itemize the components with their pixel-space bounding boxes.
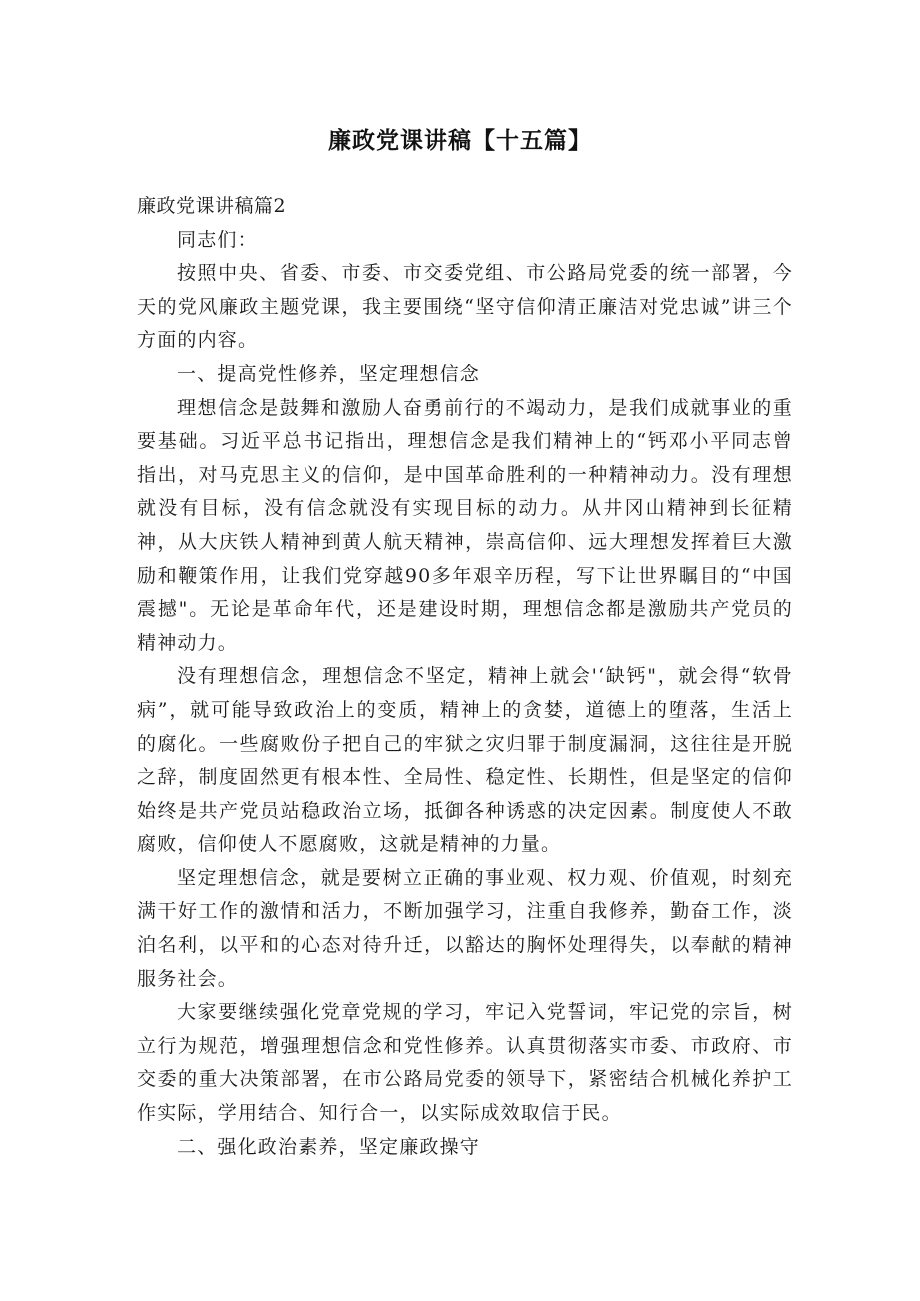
page-title: 廉政党课讲稿【十五篇】 [328, 128, 592, 154]
paragraph: 没有理想信念，理想信念不坚定，精神上就会'‘缺钙"，就会得“软骨病”，就可能导致政治上的变质，精神上的贪婪，道德上的堕落，生活上的腐化。一些腐败份子把自己的牢狱之灾归罪于制度漏洞，这往往是开脱之辞，制度固然更有根本性、全局性、稳定性、长期性，但是坚定的信仰始终是共产党员站稳政治立场，抵御各种诱惑的决定因素。制度使人不敢腐败，信仰使人不愿腐败，这就是精神的力量。 [137, 665, 793, 856]
paragraph: 理想信念是鼓舞和激励人奋勇前行的不竭动力，是我们成就事业的重要基础。习近平总书记指出，理想信念是我们精神上的“钙邓小平同志曾指出，对马克思主义的信仰，是中国革命胜利的一种精神动力。没有理想就没有目标，没有信念就没有实现目标的动力。从井冈山精神到长征精神，从大庆铁人精神到黄人航天精神，崇高信仰、远大理想发挥着巨大激励和鞭策作用，让我们党穿越90多年艰辛历程，写下让世界瞩目的“中国震撼"。无论是革命年代，还是建设时期，理想信念都是激励共产党员的精神动力。 [137, 396, 793, 654]
heading-part-two: 二、强化政治素养，坚定廉政操守 [177, 1135, 481, 1158]
paragraph: 大家要继续强化党章党规的学习，牢记入党誓词，牢记党的宗旨，树立行为规范，增强理想信念和党性修养。认真贯彻落实市委、市政府、市交委的重大决策部署，在市公路局党委的领导下，紧密结合机械化养护工作实际，学用结合、知行合一，以实际成效取信于民。 [137, 1001, 793, 1125]
paragraph-salutation: 同志们： [177, 228, 258, 251]
section-subtitle: 廉政党课讲稿篇2 [137, 195, 287, 217]
paragraph: 坚定理想信念，就是要树立正确的事业观、权力观、价值观，时刻充满干好工作的激情和活力，不断加强学习，注重自我修养，勤奋工作，淡泊名利，以平和的心态对待升迁，以豁达的胸怀处理得失，以奉献的精神服务社会。 [137, 866, 793, 990]
paragraph-intro: 按照中央、省委、市委、市交委党组、市公路局党委的统一部署，今天的党风廉政主题党课，我主要围绕“坚守信仰清正廉洁对党忠诚”讲三个方面的内容。 [137, 262, 793, 352]
document-body [137, 190, 793, 1164]
heading-part-one: 一、提高党性修养，坚定理想信念 [177, 362, 481, 385]
